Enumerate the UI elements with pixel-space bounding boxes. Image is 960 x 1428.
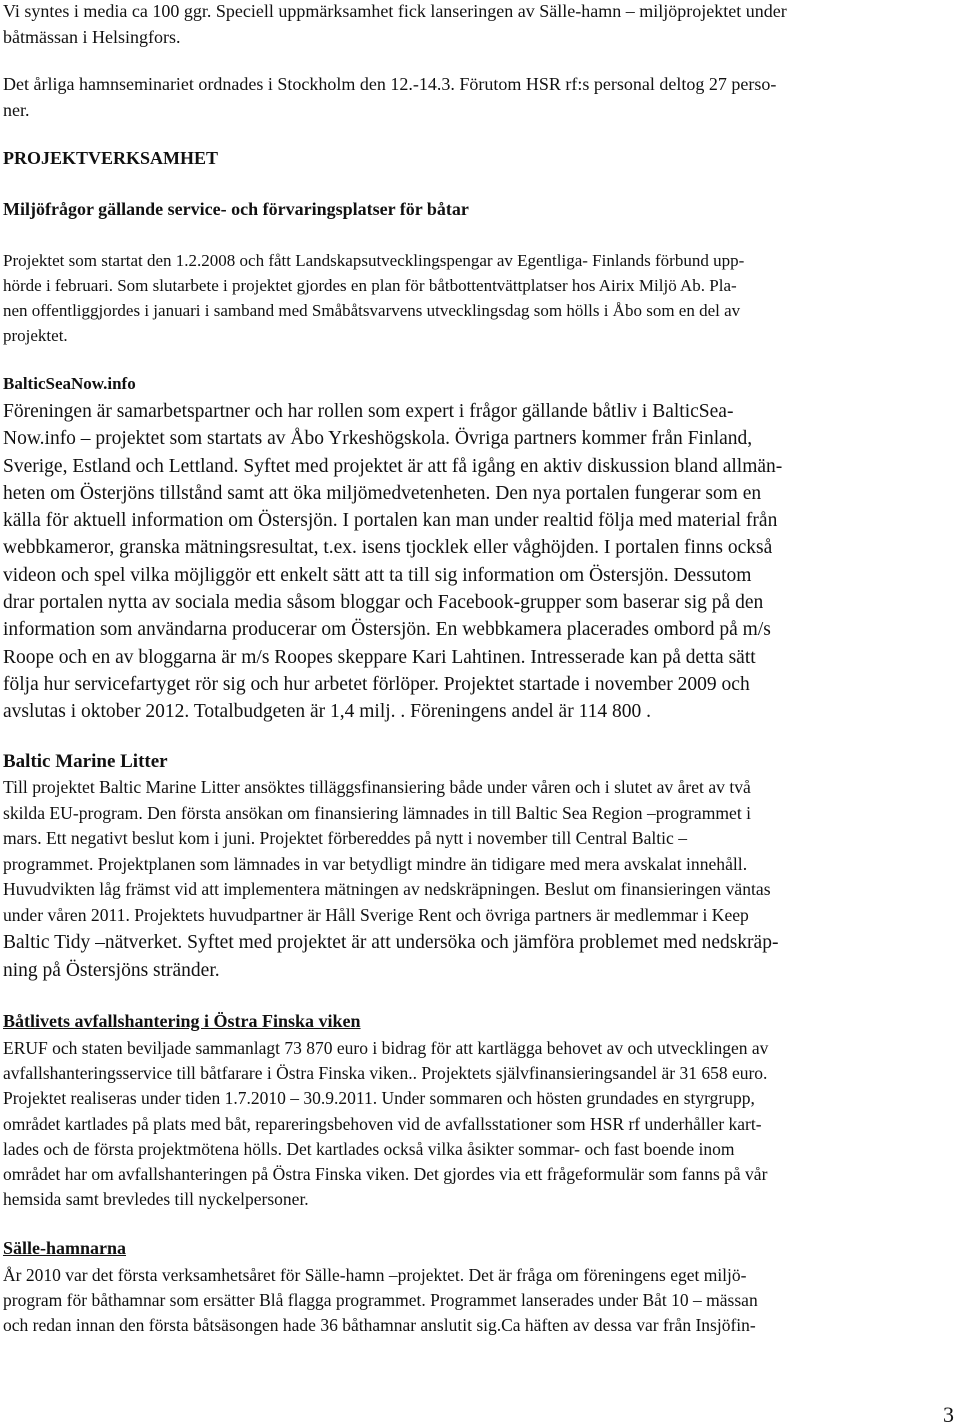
text-line: Sverige, Estland och Lettland. Syftet med projektet är att få igång en aktiv diskussion bland allmän- <box>3 455 783 477</box>
salle-hamnarna-paragraph <box>3 1263 758 1339</box>
text-line: skilda EU-program. Den första ansökan om finansiering lämnades in till Baltic Sea Region –programmet i <box>3 802 752 823</box>
text-line: området har om avfallshanteringen på Östra Finska viken. Det gjordes via ett frågeformulär som fanns på vår <box>3 1164 768 1185</box>
miljofragor-subheading: Miljöfrågor gällande service- och förvaringsplatser för båtar <box>3 199 469 219</box>
text-line: drar portalen nytta av sociala media såsom bloggar och Facebook-grupper som baserar sig på den <box>3 592 764 614</box>
baltic-marine-litter-heading: Baltic Marine Litter <box>3 751 168 772</box>
text-line: nen offentliggjordes i januari i samband med Småbåtsvarvens utvecklingsdag som hölls i Åbo som en del av <box>3 301 741 320</box>
text-line: webbkameror, granska mätningsresultat, t.ex. isens tjocklek eller våghöjden. I portalen finns också <box>3 537 773 559</box>
text-line: program för båthamnar som ersätter Blå flagga programmet. Programmet lanserades under Båt 10 – mässan <box>3 1290 758 1311</box>
text-line: År 2010 var det första verksamhetsåret för Sälle-hamn –projektet. Det är fråga om föreningens eget miljö- <box>3 1265 747 1285</box>
text-line: avfallshanteringsservice till båtfarare i Östra Finska viken.. Projektets självfinansieringsandel är 31 658 euro. <box>3 1063 768 1084</box>
text-line: Till projektet Baltic Marine Litter ansöktes tilläggsfinansiering både under våren och i slutet av året av två <box>3 777 751 797</box>
salle-hamnarna-heading: Sälle-hamnarna <box>3 1238 127 1258</box>
text-line: och redan innan den första båtsäsongen hade 36 båthamnar anslutit sig.Ca häften av dessa var från Insjöfin- <box>3 1315 756 1336</box>
page-number: 3 <box>943 1402 954 1427</box>
text-line: heten om Österjöns tillstånd samt att öka miljömedvetenheten. Den nya portalen fungerar som en <box>3 482 762 504</box>
text-line: Huvudvikten låg främst vid att implementera mätningen av nedskräpningen. Beslut om finansieringen väntas <box>3 879 771 900</box>
balticseanow-paragraph <box>3 398 782 726</box>
text-line: avslutas i oktober 2012. Totalbudgeten är 1,4 milj. . Föreningens andel är 114 800 . <box>3 701 651 723</box>
text-line: Roope och en av bloggarna är m/s Roopes skeppare Kari Lahtinen. Intresserade kan på detta sätt <box>3 646 756 668</box>
text-line: Föreningen är samarbetspartner och har rollen som expert i frågor gällande båtliv i BalticSea- <box>3 401 734 422</box>
text-line: ERUF och staten beviljade sammanlagt 73 870 euro i bidrag för att kartlägga behovet av och utvecklingen av <box>3 1038 769 1058</box>
text-line: hörde i februari. Som slutarbete i projektet gjordes en plan för båtbottentvättplatser hos Airix Miljö Ab. Pla- <box>3 276 737 295</box>
text-line: följa hur servicefartyget rör sig och hur arbetet förlöper. Projektet startade i november 2009 och <box>3 673 750 695</box>
text-line: ning på Östersjöns stränder. <box>3 960 220 982</box>
text-line: Baltic Tidy –nätverket. Syftet med projektet är att undersöka och jämföra problemet med nedskräp- <box>3 931 779 953</box>
media-paragraph <box>3 0 787 50</box>
text-line: videon och spel vilka möjliggör ett enkelt sätt att ta till sig information om Östersjön. Dessutom <box>3 564 752 586</box>
baltic-marine-litter-paragraph <box>3 775 778 986</box>
text-line: källa för aktuell information om Östersjön. I portalen kan man under realtid följa med material från <box>3 510 778 532</box>
balticseanow-heading: BalticSeaNow.info <box>3 374 136 393</box>
text-line: Vi syntes i media ca 100 ggr. Speciell uppmärksamhet fick lanseringen av Sälle-hamn – miljöprojektet under <box>3 1 787 21</box>
text-line: Now.info – projektet som startats av Åbo Yrkeshögskola. Övriga partners kommer från Finland, <box>3 428 753 450</box>
text-line: mars. Ett negativt beslut kom i juni. Projektet förbereddes på nytt i november till Central Baltic – <box>3 828 688 849</box>
text-line: Det årliga hamnseminariet ordnades i Stockholm den 12.-14.3. Förutom HSR rf:s personal deltog 27 perso- <box>3 74 777 94</box>
avfallshantering-heading: Båtlivets avfallshantering i Östra Finska viken <box>3 1011 361 1031</box>
text-line: båtmässan i Helsingfors. <box>3 26 181 47</box>
text-line: området kartlades på plats med båt, repareringsbehoven vid de avfallsstationer som HSR rf underhåller kart- <box>3 1113 762 1134</box>
miljofragor-paragraph <box>3 248 744 348</box>
text-line: under våren 2011. Projektets huvudpartner är Håll Sverige Rent och övriga partners är medlemmar i Keep <box>3 904 749 925</box>
seminar-paragraph <box>3 72 776 123</box>
avfallshantering-paragraph <box>3 1036 768 1212</box>
text-line: Projektet som startat den 1.2.2008 och fått Landskapsutvecklingspengar av Egentliga- Finlands förbund upp- <box>3 251 745 270</box>
text-line: lades och de första projektmötena hölls. Det kartlades också vilka åsikter sommar- och fast boende inom <box>3 1138 735 1159</box>
text-line: ner. <box>3 99 30 120</box>
text-line: programmet. Projektplanen som lämnades in var betydligt mindre än tidigare med mera avskalat innehåll. <box>3 853 748 874</box>
text-line: projektet. <box>3 326 68 345</box>
text-line: Projektet realiseras under tiden 1.7.2010 – 30.9.2011. Under sommaren och hösten grundades en styrgrupp, <box>3 1088 755 1109</box>
text-line: information som användarna producerar om Östersjön. En webbkamera placerades ombord på m/s <box>3 619 771 641</box>
text-line: hemsida samt brevledes till nyckelpersoner. <box>3 1189 309 1210</box>
projektverksamhet-heading: PROJEKTVERKSAMHET <box>3 148 219 168</box>
